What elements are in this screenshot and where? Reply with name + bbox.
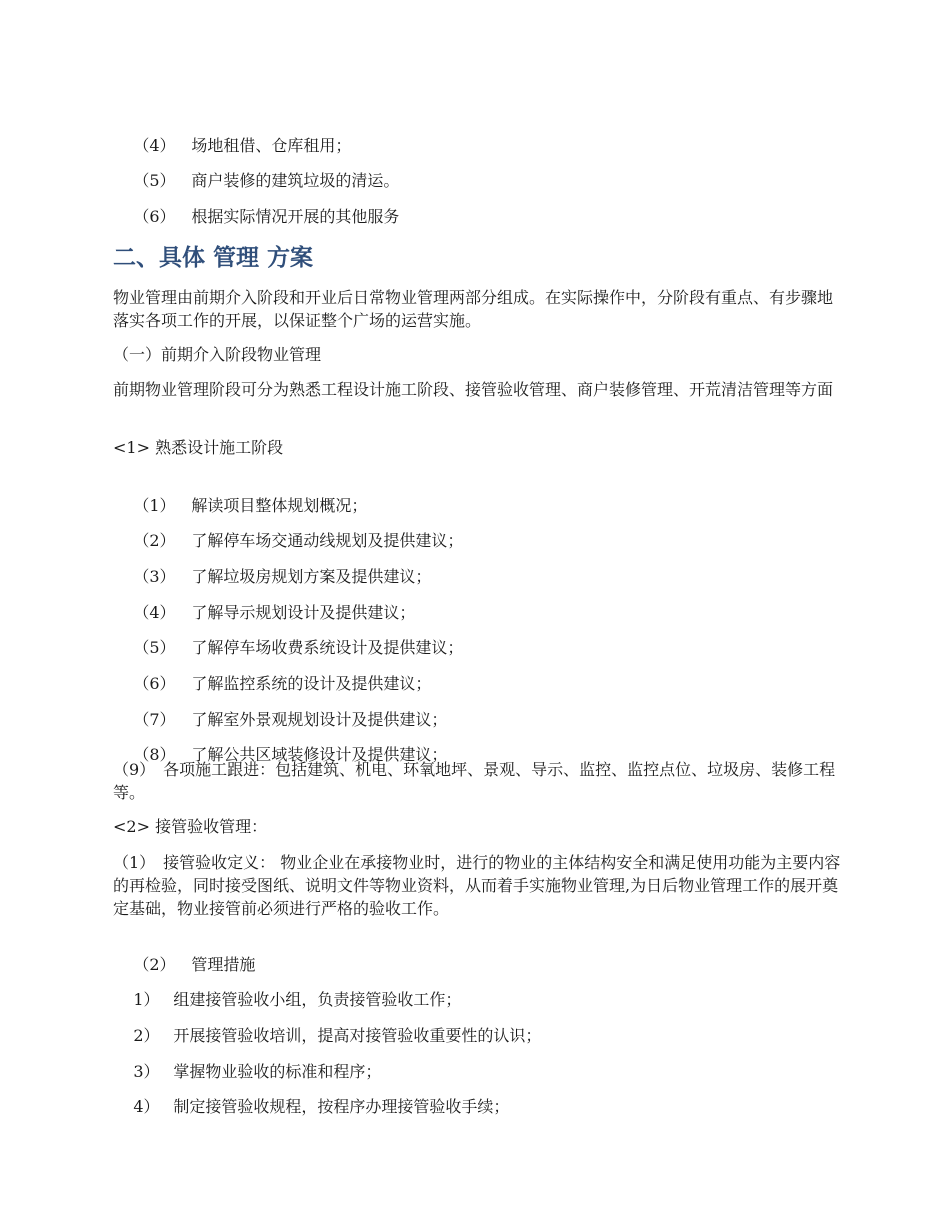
list-number: （5） [133, 638, 176, 657]
list-number: （2） [133, 531, 176, 550]
list-text: 掌握物业验收的标准和程序； [173, 1062, 382, 1081]
list-number: 4） [133, 1097, 160, 1116]
list-text: 组建接管验收小组，负责接管验收工作； [173, 990, 462, 1009]
list-number: 2） [133, 1026, 160, 1045]
intro-paragraph: 物业管理由前期介入阶段和开业后日常物业管理两部分组成。在实际操作中，分阶段有重点、有步骤地落实各项工作的开展，以保证整个广场的运营实施。 [113, 288, 834, 330]
stage-title: <2> 接管验收管理： [113, 817, 268, 836]
list-number: （2） [133, 955, 176, 974]
list-number: （3） [133, 567, 176, 586]
list-text: 场地租借、仓库租用； [191, 136, 352, 155]
list-number: （4） [133, 136, 176, 155]
list-text: 了解公共区域装修设计及提供建议； [191, 745, 448, 764]
list-number: （7） [133, 710, 176, 729]
list-number: （8） [133, 745, 176, 764]
subsection-title: （一）前期介入阶段物业管理 [113, 345, 322, 364]
list-text: 了解室外景观规划设计及提供建议； [191, 710, 448, 729]
list-number: （6） [133, 207, 176, 226]
list-text: 了解监控系统的设计及提供建议； [191, 674, 432, 693]
list-item [113, 1074, 843, 1140]
list-text: 开展接管验收培训，提高对接管验收重要性的认识； [173, 1026, 542, 1045]
list-number: （5） [133, 171, 176, 190]
stage-title: <1> 熟悉设计施工阶段 [113, 438, 284, 457]
subsection-description: 前期物业管理阶段可分为熟悉工程设计施工阶段、接管验收管理、商户装修管理、开荒清洁管理等方面 [113, 380, 834, 399]
list-number: 3） [133, 1062, 160, 1081]
list-text: 了解停车场收费系统设计及提供建议； [191, 638, 464, 657]
list-text: 根据实际情况开展的其他服务 [191, 207, 400, 226]
list-text: 管理措施 [191, 955, 256, 974]
list-number: （1） [133, 496, 176, 515]
list-number: （4） [133, 603, 176, 622]
list-text: 了解停车场交通动线规划及提供建议； [191, 531, 464, 550]
section-heading: 二、具体 管理 方案 [113, 245, 314, 271]
definition-paragraph: （1） 接管验收定义： 物业企业在承接物业时，进行的物业的主体结构安全和满足使用功能为主要内容的再检验，同时接受图纸、说明文件等物业资料，从而着手实施物业管理,为日后物业管理工作的展开奠定基础，物业接管前必须进行严格的验收工作。 [113, 853, 841, 918]
list-item-wrapped: （9） 各项施工跟进：包括建筑、机电、环氧地坪、景观、导示、监控、监控点位、垃圾房、装修工程等。 [113, 760, 836, 802]
list-text: 制定接管验收规程，按程序办理接管验收手续； [173, 1097, 510, 1116]
list-text: 解读项目整体规划概况； [191, 496, 368, 515]
list-text: 了解导示规划设计及提供建议； [191, 603, 416, 622]
list-number: （6） [133, 674, 176, 693]
list-text: 商户装修的建筑垃圾的清运。 [191, 171, 400, 190]
list-number: 1） [133, 990, 160, 1009]
list-text: 了解垃圾房规划方案及提供建议； [191, 567, 432, 586]
